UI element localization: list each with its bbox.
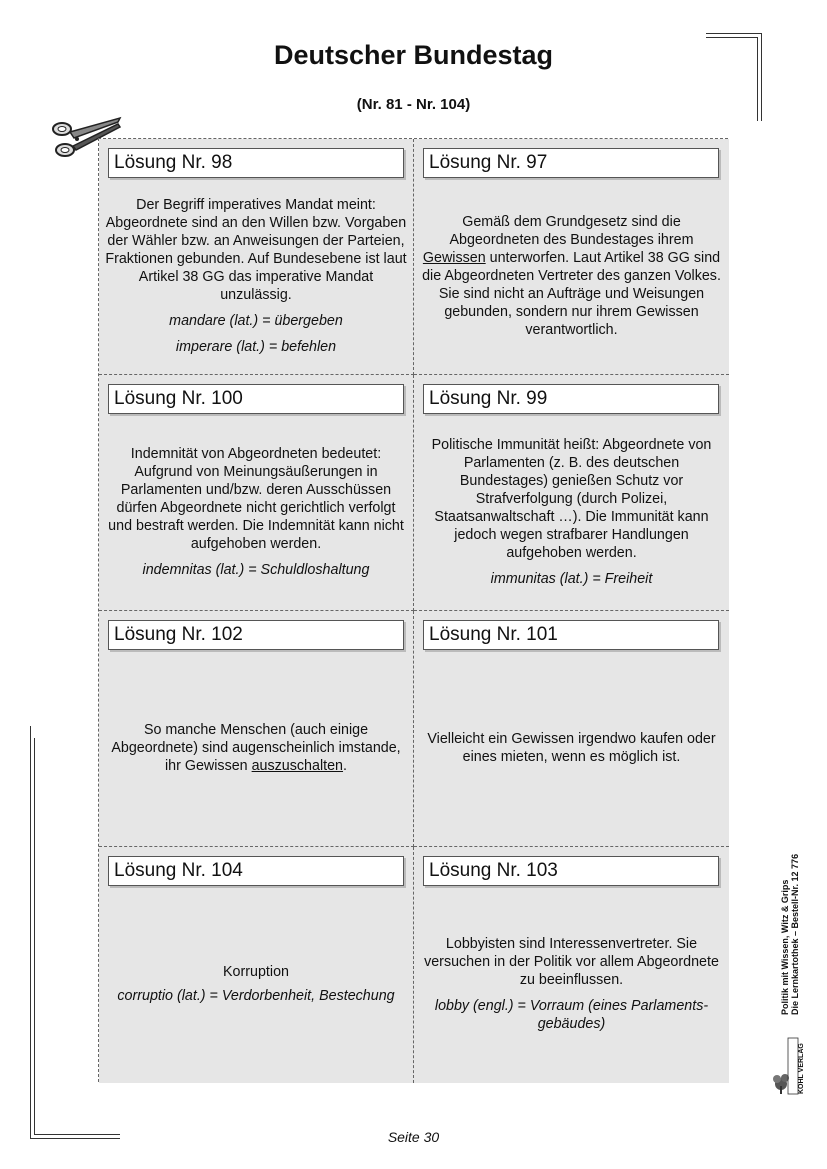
publisher-logo <box>772 1034 805 1096</box>
card-header: Lösung Nr. 102 <box>108 620 404 650</box>
card-loesung-102 <box>99 611 414 847</box>
card-loesung-99 <box>414 375 729 611</box>
card-text: Politische Immunität heißt: Abgeordnete von Parlamenten (z. B. des deutschen Bundestages) genießen Schutz vor Strafverfolgung (durch Polizei, Staatsanwaltschaft …). Die Immunität kann jedoch wegen strafbarer Handlungen aufgehoben werden. <box>431 436 712 561</box>
card-body <box>420 655 723 840</box>
card-text: Gemäß dem Grundgesetz sind die Abgeordneten des Bundestages ihrem Gewissen unterworfen. Laut Artikel 38 GG sind die Abgeordneten Vertreter des ganzen Volkes. Sie sind nicht an Aufträge und Weisungen gebunden, sondern nur ihrem Gewissen verantwortlich. <box>422 213 721 338</box>
card-header: Lösung Nr. 99 <box>423 384 719 414</box>
card-header: Lösung Nr. 97 <box>423 148 719 178</box>
card-body <box>105 419 407 604</box>
card-grid <box>98 138 728 1082</box>
sidebar-line: Die Lernkartothek – Bestell-Nr. 12 776 <box>790 853 800 1015</box>
card-header: Lösung Nr. 101 <box>423 620 719 650</box>
corner-decoration <box>706 37 758 38</box>
card-header: Lösung Nr. 103 <box>423 856 719 886</box>
card-text: So manche Menschen (auch einige Abgeordnete) sind augenscheinlich imstande, ihr Gewissen auszuschalten. <box>111 721 401 774</box>
card-header: Lösung Nr. 100 <box>108 384 404 414</box>
card-text: Vielleicht ein Gewissen irgendwo kaufen oder eines mieten, wenn es möglich ist. <box>427 730 716 765</box>
card-etymology: imperare (lat.) = befehlen <box>175 338 337 355</box>
sidebar-line: Politik mit Wissen, Witz & Grips <box>780 879 790 1015</box>
card-header: Lösung Nr. 98 <box>108 148 404 178</box>
corner-decoration <box>34 738 35 1134</box>
card-header: Lösung Nr. 104 <box>108 856 404 886</box>
underlined-word: Gewissen <box>422 249 486 266</box>
card-body <box>105 891 407 1077</box>
card-text: Der Begriff imperatives Mandat meint: Abgeordnete sind an den Willen bzw. Vorgaben der Wähler bzw. an Anweisungen der Parteien, Fraktionen gebunden. Auf Bundesebene ist laut Artikel 38 GG das imperative Mandat unzulässig. <box>105 196 407 303</box>
card-loesung-97 <box>414 139 729 375</box>
card-text: Lobbyisten sind Interessenvertreter. Sie versuchen in der Politik vor allem Abgeordnete zu beeinflussen. <box>424 936 719 988</box>
card-body <box>420 419 723 604</box>
card-etymology: mandare (lat.) = übergeben <box>169 312 343 329</box>
publisher-name: KOHL VERLAG <box>798 1043 805 1094</box>
page-number: Seite 30 <box>387 1129 440 1145</box>
corner-decoration <box>706 33 762 34</box>
card-loesung-101 <box>414 611 729 847</box>
card-loesung-98 <box>99 139 414 375</box>
page-subtitle: (Nr. 81 - Nr. 104) <box>356 96 471 113</box>
card-text: Korruption <box>223 964 289 980</box>
card-body <box>105 183 407 368</box>
card-body <box>105 655 407 840</box>
card-loesung-100 <box>99 375 414 611</box>
page-title: Deutscher Bundestag <box>273 40 554 70</box>
underlined-word: auszuschalten <box>251 757 344 774</box>
card-loesung-103 <box>414 847 729 1083</box>
sidebar-text <box>780 854 800 1015</box>
card-etymology: indemnitas (lat.) = Schuldloshaltung <box>142 561 370 578</box>
card-etymology: corruptio (lat.) = Verdorbenheit, Bestechung <box>117 988 395 1004</box>
card-loesung-104 <box>99 847 414 1083</box>
card-etymology: immunitas (lat.) = Freiheit <box>490 570 653 587</box>
card-body <box>420 891 723 1077</box>
card-body <box>420 183 723 368</box>
card-etymology: lobby (engl.) = Vorraum (eines Parlaments-gebäudes) <box>434 998 709 1032</box>
card-text: Indemnität von Abgeordneten bedeutet: Aufgrund von Meinungsäußerungen in Parlamenten und/bzw. deren Ausschüssen dürfen Abgeordnete nicht gerichtlich verfolgt und bestraft werden. Die Indemnität kann nicht aufgehoben werden. <box>108 445 404 552</box>
corner-decoration <box>30 726 31 1138</box>
